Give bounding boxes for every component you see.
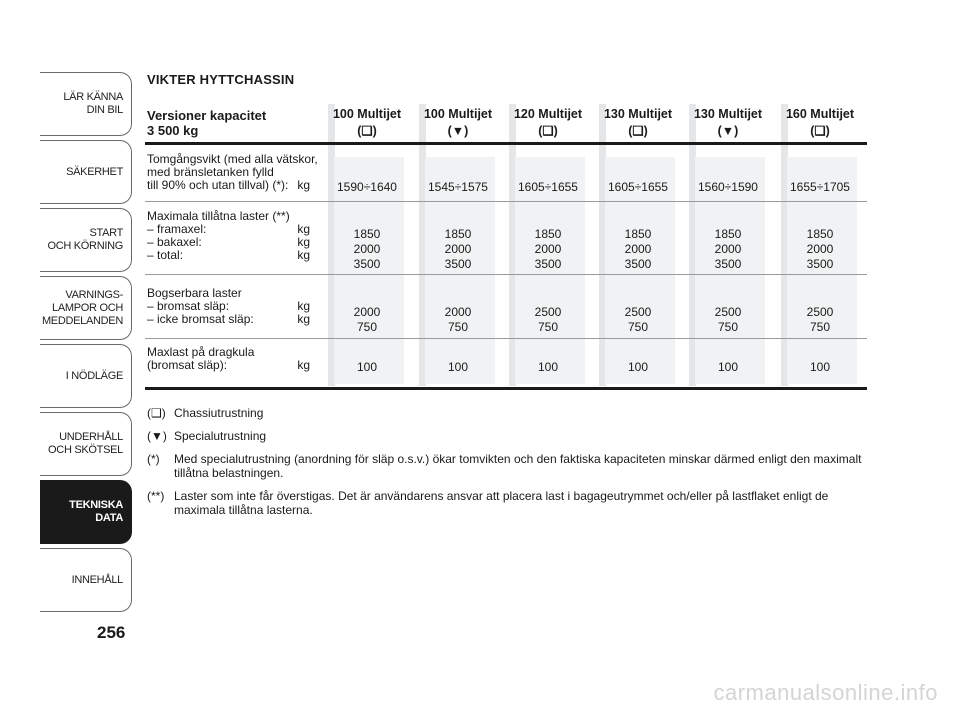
- table-cell: [593, 180, 683, 195]
- table-cell: [593, 227, 683, 272]
- footnote-key: (**): [147, 489, 165, 503]
- sidebar-tab-label: DIN BIL: [86, 104, 123, 116]
- equipment-mark: (❑): [810, 124, 830, 138]
- cell-value: 1605÷1655: [518, 180, 578, 194]
- equipment-mark: (▼): [717, 124, 739, 138]
- row-label-text: – icke bromsat släp:: [147, 312, 254, 326]
- equipment-mark: (▼): [447, 124, 469, 138]
- cell-value: 3500: [353, 257, 381, 271]
- engine-name: 130 Multijet: [693, 107, 763, 121]
- column-header: [503, 106, 593, 140]
- cell-value: 2000: [444, 242, 472, 256]
- table-cell: [322, 305, 412, 335]
- engine-name: 100 Multijet: [332, 107, 402, 121]
- cell-value: 2000: [534, 242, 562, 256]
- row-separator: [145, 274, 867, 275]
- watermark: carmanualsonline.info: [713, 680, 938, 705]
- table-cell: [683, 305, 773, 335]
- sidebar-tab-label: VARNINGS-: [65, 288, 123, 301]
- footnote: [147, 489, 867, 517]
- sidebar-tab-7[interactable]: [40, 480, 132, 544]
- row-label-text: Maximala tillåtna laster (**): [147, 209, 290, 223]
- cell-value: 2500: [624, 305, 652, 319]
- table-cell: [413, 180, 503, 195]
- cell-value: 750: [627, 320, 649, 334]
- table-rule: [145, 142, 867, 145]
- row-label-text: Bogserbara laster: [147, 286, 242, 300]
- sidebar-tab-1[interactable]: [40, 72, 132, 136]
- footnote-key: (*): [147, 452, 160, 466]
- cell-value: 2500: [806, 305, 834, 319]
- table-cell: [413, 305, 503, 335]
- sidebar-tab-8[interactable]: [40, 548, 132, 612]
- cell-value: 100: [537, 360, 559, 374]
- table-cell: [775, 227, 865, 272]
- sidebar-tab-label: TEKNISKA DATA: [69, 499, 123, 524]
- row-label-text: – bromsat släp:: [147, 299, 230, 313]
- cell-value: 1850: [806, 227, 834, 241]
- column-header: [322, 106, 412, 140]
- table-cell: [775, 305, 865, 335]
- cell-value: 3500: [624, 257, 652, 271]
- cell-value: 1850: [534, 227, 562, 241]
- sidebar-tab-3[interactable]: [40, 208, 132, 272]
- table-cell: [775, 180, 865, 195]
- unit-label: kg: [297, 299, 310, 313]
- footnote-key: (▼): [147, 429, 167, 443]
- cell-value: 750: [809, 320, 831, 334]
- version-header: Versioner kapacitet 3 500 kg: [147, 108, 267, 138]
- footnote-text: Chassiutrustning: [174, 406, 264, 420]
- table-cell: [503, 180, 593, 195]
- cell-value: 2500: [534, 305, 562, 319]
- row-label-line: [147, 179, 322, 192]
- row-label-text: – bakaxel:: [147, 235, 202, 249]
- cell-value: 3500: [714, 257, 742, 271]
- cell-value: 750: [537, 320, 559, 334]
- cell-value: 1605÷1655: [608, 180, 668, 194]
- footnote: [147, 406, 867, 420]
- cell-value: 2000: [714, 242, 742, 256]
- cell-value: 100: [809, 360, 831, 374]
- sidebar-tab-2[interactable]: [40, 140, 132, 204]
- sidebar-tab-label: LAMPOR OCH: [52, 301, 123, 314]
- cell-value: 750: [717, 320, 739, 334]
- row-label-text: till 90% och utan tillval) (*):: [147, 178, 289, 192]
- footnote-key: (❑): [147, 406, 166, 420]
- table-cell: [683, 227, 773, 272]
- footnote-text: Specialutrustning: [174, 429, 267, 443]
- sidebar-tab-label: I NÖDLÄGE: [65, 369, 123, 382]
- column-header: [683, 106, 773, 140]
- row-label-text: – total:: [147, 248, 184, 262]
- unit-label: kg: [297, 358, 310, 372]
- column-header: [593, 106, 683, 140]
- sidebar-tab-label: OCH KÖRNING: [47, 240, 123, 252]
- cell-value: 1850: [444, 227, 472, 241]
- row-label: [147, 210, 322, 262]
- sidebar-tab-6[interactable]: [40, 412, 132, 476]
- table-cell: [503, 227, 593, 272]
- table-cell: [593, 360, 683, 375]
- unit-label: kg: [297, 248, 310, 262]
- cell-value: 100: [356, 360, 378, 374]
- cell-value: 1850: [624, 227, 652, 241]
- cell-value: 1560÷1590: [698, 180, 758, 194]
- row-separator: [145, 338, 867, 339]
- column-header: [413, 106, 503, 140]
- cell-value: 100: [447, 360, 469, 374]
- unit-label: kg: [297, 178, 310, 192]
- sidebar-tab-label: OCH SKÖTSEL: [48, 444, 123, 456]
- cell-value: 3500: [444, 257, 472, 271]
- equipment-mark: (❑): [357, 124, 377, 138]
- row-label: [147, 287, 322, 326]
- table-cell: [322, 360, 412, 375]
- cell-value: 3500: [534, 257, 562, 271]
- sidebar-tab-4[interactable]: [40, 276, 132, 340]
- table-cell: [413, 360, 503, 375]
- sidebar-tab-5[interactable]: [40, 344, 132, 408]
- row-label-line: [147, 249, 322, 262]
- row-label-line: [147, 359, 322, 372]
- footnote-text: Med specialutrustning (anordning för släp o.s.v.) ökar tomvikten och den faktiska kapaciteten minskar därmed enligt den maximalt tillåtna belastningen.: [174, 452, 862, 480]
- engine-name: 130 Multijet: [603, 107, 673, 121]
- footnote-text: Laster som inte får överstigas. Det är användarens ansvar att placera last i bagageutrymmet och/eller på lastflaket enligt de maximala tillåtna lasterna.: [174, 489, 829, 517]
- cell-value: 2000: [624, 242, 652, 256]
- table-cell: [322, 227, 412, 272]
- equipment-mark: (❑): [628, 124, 648, 138]
- footnote: [147, 429, 867, 443]
- cell-value: 2000: [444, 305, 472, 319]
- row-label-text: (bromsat släp):: [147, 358, 228, 372]
- sidebar-tab-label: SÄKERHET: [66, 165, 123, 178]
- footnote: [147, 452, 867, 480]
- page-number: 256: [97, 623, 126, 642]
- table-cell: [503, 360, 593, 375]
- cell-value: 3500: [806, 257, 834, 271]
- sidebar-tab-label: MEDDELANDEN: [41, 314, 123, 327]
- unit-label: kg: [297, 312, 310, 326]
- cell-value: 1545÷1575: [428, 180, 488, 194]
- cell-value: 2000: [806, 242, 834, 256]
- cell-value: 1850: [714, 227, 742, 241]
- footnotes: [147, 406, 867, 526]
- unit-label: kg: [297, 222, 310, 236]
- cell-value: 1590÷1640: [337, 180, 397, 194]
- table-cell: [413, 227, 503, 272]
- table-cell: [593, 305, 683, 335]
- table-rule: [145, 387, 867, 390]
- row-label: [147, 153, 322, 192]
- table-cell: [775, 360, 865, 375]
- row-label-line: [147, 313, 322, 326]
- cell-value: 100: [627, 360, 649, 374]
- cell-value: 2500: [714, 305, 742, 319]
- sidebar-tab-label: INNEHÅLL: [71, 573, 123, 586]
- sidebar-tab-label: UNDERHÅLL: [59, 431, 123, 443]
- sidebar-tab-label: START: [89, 227, 123, 239]
- cell-value: 2000: [353, 305, 381, 319]
- engine-name: 120 Multijet: [513, 107, 583, 121]
- table-cell: [683, 360, 773, 375]
- column-header: [775, 106, 865, 140]
- row-label: [147, 346, 322, 372]
- row-label-text: – framaxel:: [147, 222, 207, 236]
- cell-value: 750: [356, 320, 378, 334]
- section-title: VIKTER HYTTCHASSIN: [147, 72, 295, 87]
- cell-value: 1655÷1705: [790, 180, 850, 194]
- table-cell: [503, 305, 593, 335]
- cell-value: 1850: [353, 227, 381, 241]
- row-label-text: med bränsletanken fylld: [147, 165, 274, 179]
- cell-value: 2000: [353, 242, 381, 256]
- engine-name: 160 Multijet: [785, 107, 855, 121]
- table-cell: [683, 180, 773, 195]
- row-separator: [145, 201, 867, 202]
- cell-value: 750: [447, 320, 469, 334]
- row-label-text: Maxlast på dragkula: [147, 345, 255, 359]
- engine-name: 100 Multijet: [423, 107, 493, 121]
- equipment-mark: (❑): [538, 124, 558, 138]
- sidebar-tab-label: LÄR KÄNNA: [63, 91, 123, 103]
- row-label-text: Tomgångsvikt (med alla vätskor,: [147, 152, 318, 166]
- table-cell: [322, 180, 412, 195]
- unit-label: kg: [297, 235, 310, 249]
- cell-value: 100: [717, 360, 739, 374]
